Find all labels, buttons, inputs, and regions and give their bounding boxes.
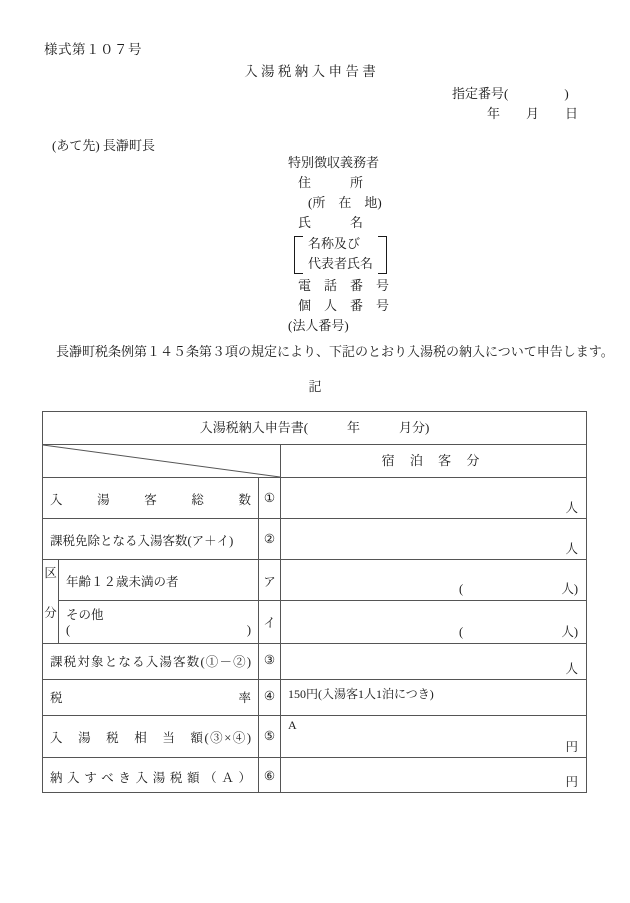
row-number: ア bbox=[263, 575, 276, 589]
row-label: 課税免除となる入湯客数(ア＋イ) bbox=[50, 534, 234, 548]
row-label: 入 湯 税 相 当 額(③×④) bbox=[50, 731, 251, 745]
row-unit: 人 bbox=[565, 542, 579, 556]
kubun-char-bottom: 分 bbox=[44, 606, 57, 620]
row-number-cell bbox=[259, 758, 281, 793]
row-label-left: 税 bbox=[50, 691, 63, 705]
row-label-cell bbox=[43, 680, 259, 716]
row-value-cell[interactable] bbox=[281, 560, 587, 601]
row-value-cell[interactable] bbox=[281, 758, 587, 793]
payer-title: 特別徴収義務者 bbox=[288, 155, 380, 170]
row-label-sub bbox=[59, 623, 258, 638]
designation-number-label-open: 指定番号( bbox=[452, 86, 509, 101]
table-row-other bbox=[43, 601, 587, 644]
declaration-table bbox=[42, 411, 587, 793]
bracket-right-icon bbox=[378, 236, 387, 274]
tax-rate-value: 150円(入湯客1人1泊につき) bbox=[288, 687, 434, 701]
row-number-cell bbox=[259, 680, 281, 716]
payer-phone-label: 電 話 番 号 bbox=[298, 278, 390, 293]
row-label-cell bbox=[43, 758, 259, 793]
row-unit: 円 bbox=[565, 740, 579, 754]
row-label: 課税対象となる入湯客数(①－②) bbox=[50, 655, 251, 669]
date-year-label: 年 bbox=[487, 106, 501, 121]
row-number-cell bbox=[259, 560, 281, 601]
payer-corporate-number-label: (法人番号) bbox=[288, 318, 349, 333]
table-title-row bbox=[43, 412, 587, 445]
value-paren-close: 人) bbox=[561, 582, 579, 596]
diagonal-divider-cell bbox=[43, 445, 281, 478]
amount-marker-a: A bbox=[288, 718, 297, 732]
value-paren-close: 人) bbox=[561, 625, 579, 639]
statement-text: 長瀞町税条例第１４５条第３項の規定により、下記のとおり入湯税の納入について申告します。 bbox=[56, 344, 614, 359]
form-number: 様式第１０７号 bbox=[44, 42, 142, 57]
row-label: 納入すべき入湯税額（Ａ） bbox=[50, 771, 251, 785]
value-paren-open: ( bbox=[459, 625, 464, 639]
row-value-cell[interactable] bbox=[281, 716, 587, 758]
table-row-under-12 bbox=[43, 560, 587, 601]
document-title: 入 湯 税 納 入 申 告 書 bbox=[244, 64, 376, 79]
row-number-cell bbox=[259, 478, 281, 519]
payer-name-bracket-group bbox=[288, 233, 389, 274]
payer-address-sub-label: (所 在 地) bbox=[308, 195, 382, 210]
row-number: ② bbox=[263, 532, 276, 546]
row-value-cell[interactable] bbox=[281, 478, 587, 519]
row-number: ⑤ bbox=[263, 729, 276, 743]
row-value-cell[interactable] bbox=[281, 601, 587, 644]
table-title-cell: 入湯税納入申告書( 年 月分) bbox=[43, 412, 587, 445]
row-label bbox=[43, 680, 258, 706]
kubun-char-top: 区 bbox=[44, 566, 57, 580]
row-label-cell bbox=[43, 644, 259, 680]
row-label-cell bbox=[59, 601, 259, 644]
payer-address-label: 住 所 bbox=[298, 175, 364, 190]
addressee: (あて先) 長瀞町長 bbox=[52, 138, 155, 153]
row-label-cell bbox=[43, 478, 259, 519]
row-number-cell bbox=[259, 716, 281, 758]
row-number: イ bbox=[263, 616, 276, 630]
value-paren-open: ( bbox=[459, 582, 464, 596]
row-value-cell[interactable] bbox=[281, 519, 587, 560]
designation-number-label-close: ) bbox=[564, 86, 569, 101]
payer-bracket-line-1: 名称及び bbox=[308, 236, 361, 251]
column-header-guest: 宿 泊 客 分 bbox=[281, 445, 587, 478]
payer-block bbox=[288, 153, 389, 336]
row-label-cell bbox=[43, 519, 259, 560]
row-number-cell bbox=[259, 519, 281, 560]
payer-bracket-line-2: 代表者氏名 bbox=[308, 256, 374, 271]
table-row-total-guests bbox=[43, 478, 587, 519]
row-number-cell bbox=[259, 644, 281, 680]
row-label: 入 湯 客 総 数 bbox=[50, 493, 251, 507]
date-month-label: 月 bbox=[526, 106, 540, 121]
kubun-label-cell bbox=[43, 560, 59, 644]
ki-marker: 記 bbox=[308, 379, 322, 394]
row-number-cell bbox=[259, 601, 281, 644]
row-label-sub-close: ) bbox=[246, 623, 251, 637]
row-unit: 人 bbox=[565, 501, 579, 515]
row-number: ① bbox=[263, 491, 276, 505]
date-day-label: 日 bbox=[565, 106, 579, 121]
row-label-cell bbox=[59, 560, 259, 601]
row-value-cell bbox=[281, 680, 587, 716]
row-unit: 円 bbox=[565, 775, 579, 789]
table-row-taxable-guests bbox=[43, 644, 587, 680]
row-label: 年齢１２歳未満の者 bbox=[66, 575, 179, 589]
row-unit: 人 bbox=[565, 662, 579, 676]
row-number: ③ bbox=[263, 653, 276, 667]
bracket-left-icon bbox=[294, 236, 303, 274]
row-label-cell bbox=[43, 716, 259, 758]
table-row-tax-amount bbox=[43, 716, 587, 758]
row-label: その他 bbox=[66, 608, 104, 622]
row-label-sub-open: ( bbox=[66, 623, 71, 637]
row-value-cell[interactable] bbox=[281, 644, 587, 680]
row-number: ⑥ bbox=[263, 769, 276, 783]
payer-individual-number-label: 個 人 番 号 bbox=[298, 298, 390, 313]
row-number: ④ bbox=[263, 689, 276, 703]
table-row-exempt-guests bbox=[43, 519, 587, 560]
payer-name-label: 氏 名 bbox=[298, 215, 364, 230]
table-header-row bbox=[43, 445, 587, 478]
table-row-tax-rate bbox=[43, 680, 587, 716]
row-label-right: 率 bbox=[238, 691, 251, 705]
table-row-payable-amount bbox=[43, 758, 587, 793]
designation-number-field bbox=[452, 83, 569, 102]
date-line bbox=[487, 103, 578, 122]
